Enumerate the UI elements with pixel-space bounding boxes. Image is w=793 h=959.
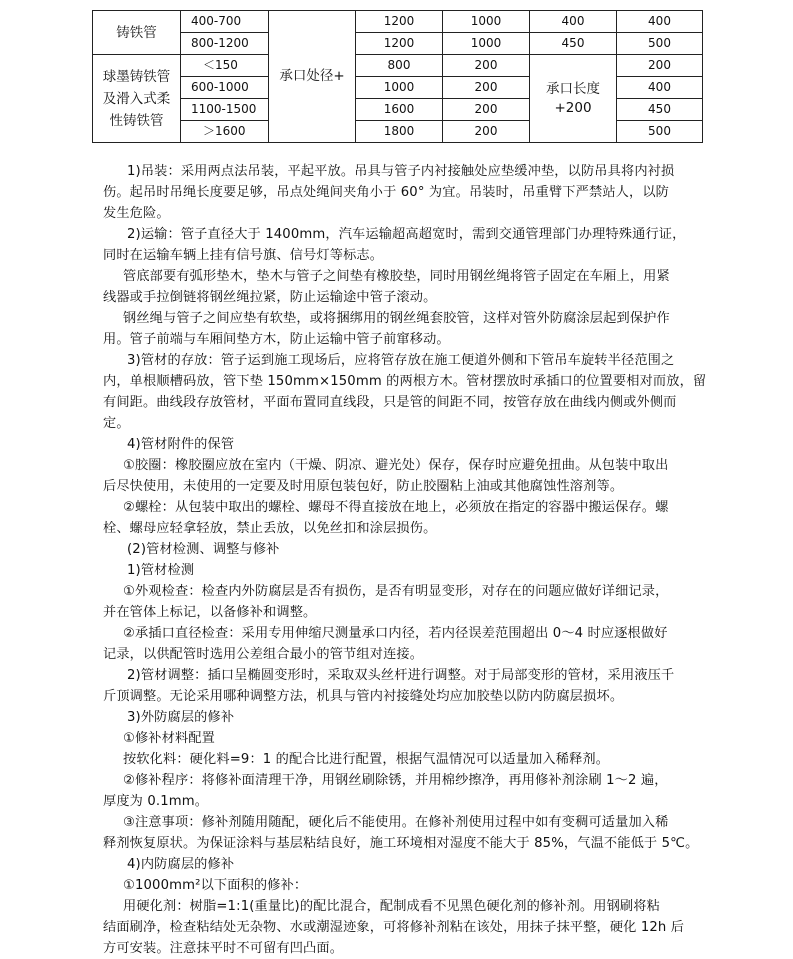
- text-line: ③注意事项：修补剂随用随配，硬化后不能使用。在修补剂使用过程中如有变稠可适量加入稀: [123, 815, 669, 830]
- text-line: 并在管体上标记，以备修补和调整。: [103, 605, 317, 620]
- table-cell: 500: [617, 33, 703, 55]
- table-cell: 承口处径+: [269, 11, 356, 143]
- text-line: 3)外防腐层的修补: [127, 710, 235, 725]
- table-cell: 铸铁管: [93, 11, 181, 55]
- table-cell: 200: [443, 77, 530, 99]
- table-cell-line: 性铸铁管: [109, 112, 164, 129]
- text-line: 斤顶调整。无论采用哪种调整方法，机具与管内衬接缝处均应加胶垫以防内防腐层损坏。: [103, 689, 624, 704]
- table-cell: 200: [443, 121, 530, 143]
- text-line: ②螺栓：从包装中取出的螺栓、螺母不得直接放在地上，必须放在指定的容器中搬运保存。螺: [123, 500, 669, 515]
- text-line: ①修补材料配置: [123, 731, 215, 746]
- table-cell: 1200: [356, 11, 443, 33]
- text-line: ①胶圈：橡胶圈应放在室内（干燥、阴凉、避光处）保存，保存时应避免扭曲。从包装中取出: [123, 458, 669, 473]
- table-cell: 450: [530, 33, 617, 55]
- table-cell: 200: [617, 55, 703, 77]
- text-line: 内，单根顺槽码放，管下垫 150mm×150mm 的两根方木。管材摆放时承插口的位置要相对而放，留: [103, 374, 707, 389]
- text-line: 按软化料：硬化料=9：1 的配合比进行配置，根据气温情况可以适量加入稀释剂。: [123, 752, 610, 767]
- table-cell-line: 及滑入式柔: [102, 90, 171, 107]
- text-line: 1)吊装：采用两点法吊装，平起平放。吊具与管子内衬接触处应垫缓冲垫，以防吊具将内衬损: [127, 164, 675, 179]
- text-line: 同时在运输车辆上挂有信号旗、信号灯等标志。: [103, 248, 384, 263]
- text-line: ①1000mm²以下面积的修补：: [123, 878, 308, 893]
- table-cell: 1000: [356, 77, 443, 99]
- pipe-spec-table: [92, 10, 703, 143]
- text-line: 2)运输：管子直径大于 1400mm，汽车运输超高超宽时，需到交通管理部门办理特殊通行证，: [127, 227, 686, 242]
- table-row: [93, 33, 703, 55]
- text-line: 1)管材检测: [127, 563, 195, 578]
- table-cell: 1000: [443, 33, 530, 55]
- table-cell-line: 球墨铸铁管: [102, 68, 171, 85]
- text-line: 伤。起吊时吊绳长度要足够，吊点处绳间夹角小于 60° 为宜。吊装时，吊重臂下严禁站人，以防: [103, 185, 670, 200]
- text-line: 用硬化剂：树脂=1:1(重量比)的配比混合，配制成看不见黑色硬化剂的修补剂。用钢刷将粘: [123, 899, 660, 914]
- text-line: 栓、螺母应轻拿轻放，禁止丢放，以免丝扣和涂层损伤。: [103, 521, 437, 536]
- table-cell: 500: [617, 121, 703, 143]
- table-cell: 200: [443, 55, 530, 77]
- table-cell: 600-1000: [181, 77, 269, 99]
- table-row: [93, 11, 703, 33]
- text-line: 方可安装。注意抹平时不可留有凹凸面。: [103, 941, 344, 956]
- table-cell: 800-1200: [181, 33, 269, 55]
- table-cell: 400: [530, 11, 617, 33]
- table-cell: ＜150: [181, 55, 269, 77]
- body-text: [103, 161, 707, 959]
- table-cell-line: 承口长度: [546, 80, 600, 97]
- text-line: 记录，以供配管时选用公差组合最小的管节组对连接。: [103, 647, 424, 662]
- table-cell: 1800: [356, 121, 443, 143]
- table-cell: 1000: [443, 11, 530, 33]
- text-line: 4)管材附件的保管: [127, 437, 235, 452]
- table-cell: [530, 55, 617, 143]
- table-cell: 400: [617, 77, 703, 99]
- text-line: 3)管材的存放：管子运到施工现场后，应将管存放在施工便道外侧和下管吊车旋转半径范围之: [127, 353, 675, 368]
- table-cell: 450: [617, 99, 703, 121]
- table-cell: 400: [617, 11, 703, 33]
- text-line: 线器或手拉倒链将钢丝绳拉紧，防止运输途中管子滚动。: [103, 290, 437, 305]
- text-line: 用。管子前端与车厢间垫方木，防止运输中管子前窜移动。: [103, 332, 450, 347]
- table-cell: 800: [356, 55, 443, 77]
- text-line: 2)管材调整：插口呈椭圆变形时，采取双头丝杆进行调整。对于局部变形的管材，采用液压千: [127, 668, 675, 683]
- text-line: 后尽快使用，未使用的一定要及时用原包装包好，防止胶圈粘上油或其他腐蚀性溶剂等。: [103, 479, 624, 494]
- table-row: [93, 55, 703, 77]
- table-cell: 200: [443, 99, 530, 121]
- table-cell: 400-700: [181, 11, 269, 33]
- text-line: 管底部要有弧形垫木，垫木与管子之间垫有橡胶垫，同时用钢丝绳将管子固定在车厢上，用紧: [123, 269, 670, 284]
- table-cell: 1100-1500: [181, 99, 269, 121]
- text-line: 4)内防腐层的修补: [127, 857, 235, 872]
- text-line: 发生危险。: [103, 206, 170, 221]
- table-cell: [93, 55, 181, 143]
- table-cell: 1200: [356, 33, 443, 55]
- table-cell-line: +200: [554, 99, 592, 116]
- text-line: 厚度为 0.1mm。: [103, 794, 209, 809]
- table-cell: ＞1600: [181, 121, 269, 143]
- table-cell: 1600: [356, 99, 443, 121]
- text-line: ②承插口直径检查：采用专用伸缩尺测量承口内径，若内径误差范围超出 0～4 时应逐根做好: [123, 626, 668, 641]
- text-line: (2)管材检测、调整与修补: [127, 542, 280, 557]
- text-line: 有间距。曲线段存放管材，平面布置同直线段，只是管的间距不同，按管存放在曲线内侧或外侧而: [103, 395, 677, 410]
- text-line: 释剂恢复原状。为保证涂料与基层粘结良好，施工环境相对湿度不能大于 85%，气温不能低于 5℃。: [103, 836, 699, 851]
- text-line: 定。: [103, 416, 130, 431]
- text-line: 钢丝绳与管子之间应垫有软垫，或将捆绑用的钢丝绳套胶管，这样对管外防腐涂层起到保护作: [123, 311, 670, 326]
- text-line: 结面刷净，检查粘结处无杂物、水或潮湿迹象，可将修补剂粘在该处，用抹子抹平整，硬化 12h 后: [103, 920, 685, 935]
- text-line: ②修补程序：将修补面清理干净，用钢丝刷除锈，并用棉纱擦净，再用修补剂涂刷 1～2 遍，: [123, 773, 668, 788]
- text-line: ①外观检查：检查内外防腐层是否有损伤，是否有明显变形，对存在的问题应做好详细记录，: [123, 584, 669, 599]
